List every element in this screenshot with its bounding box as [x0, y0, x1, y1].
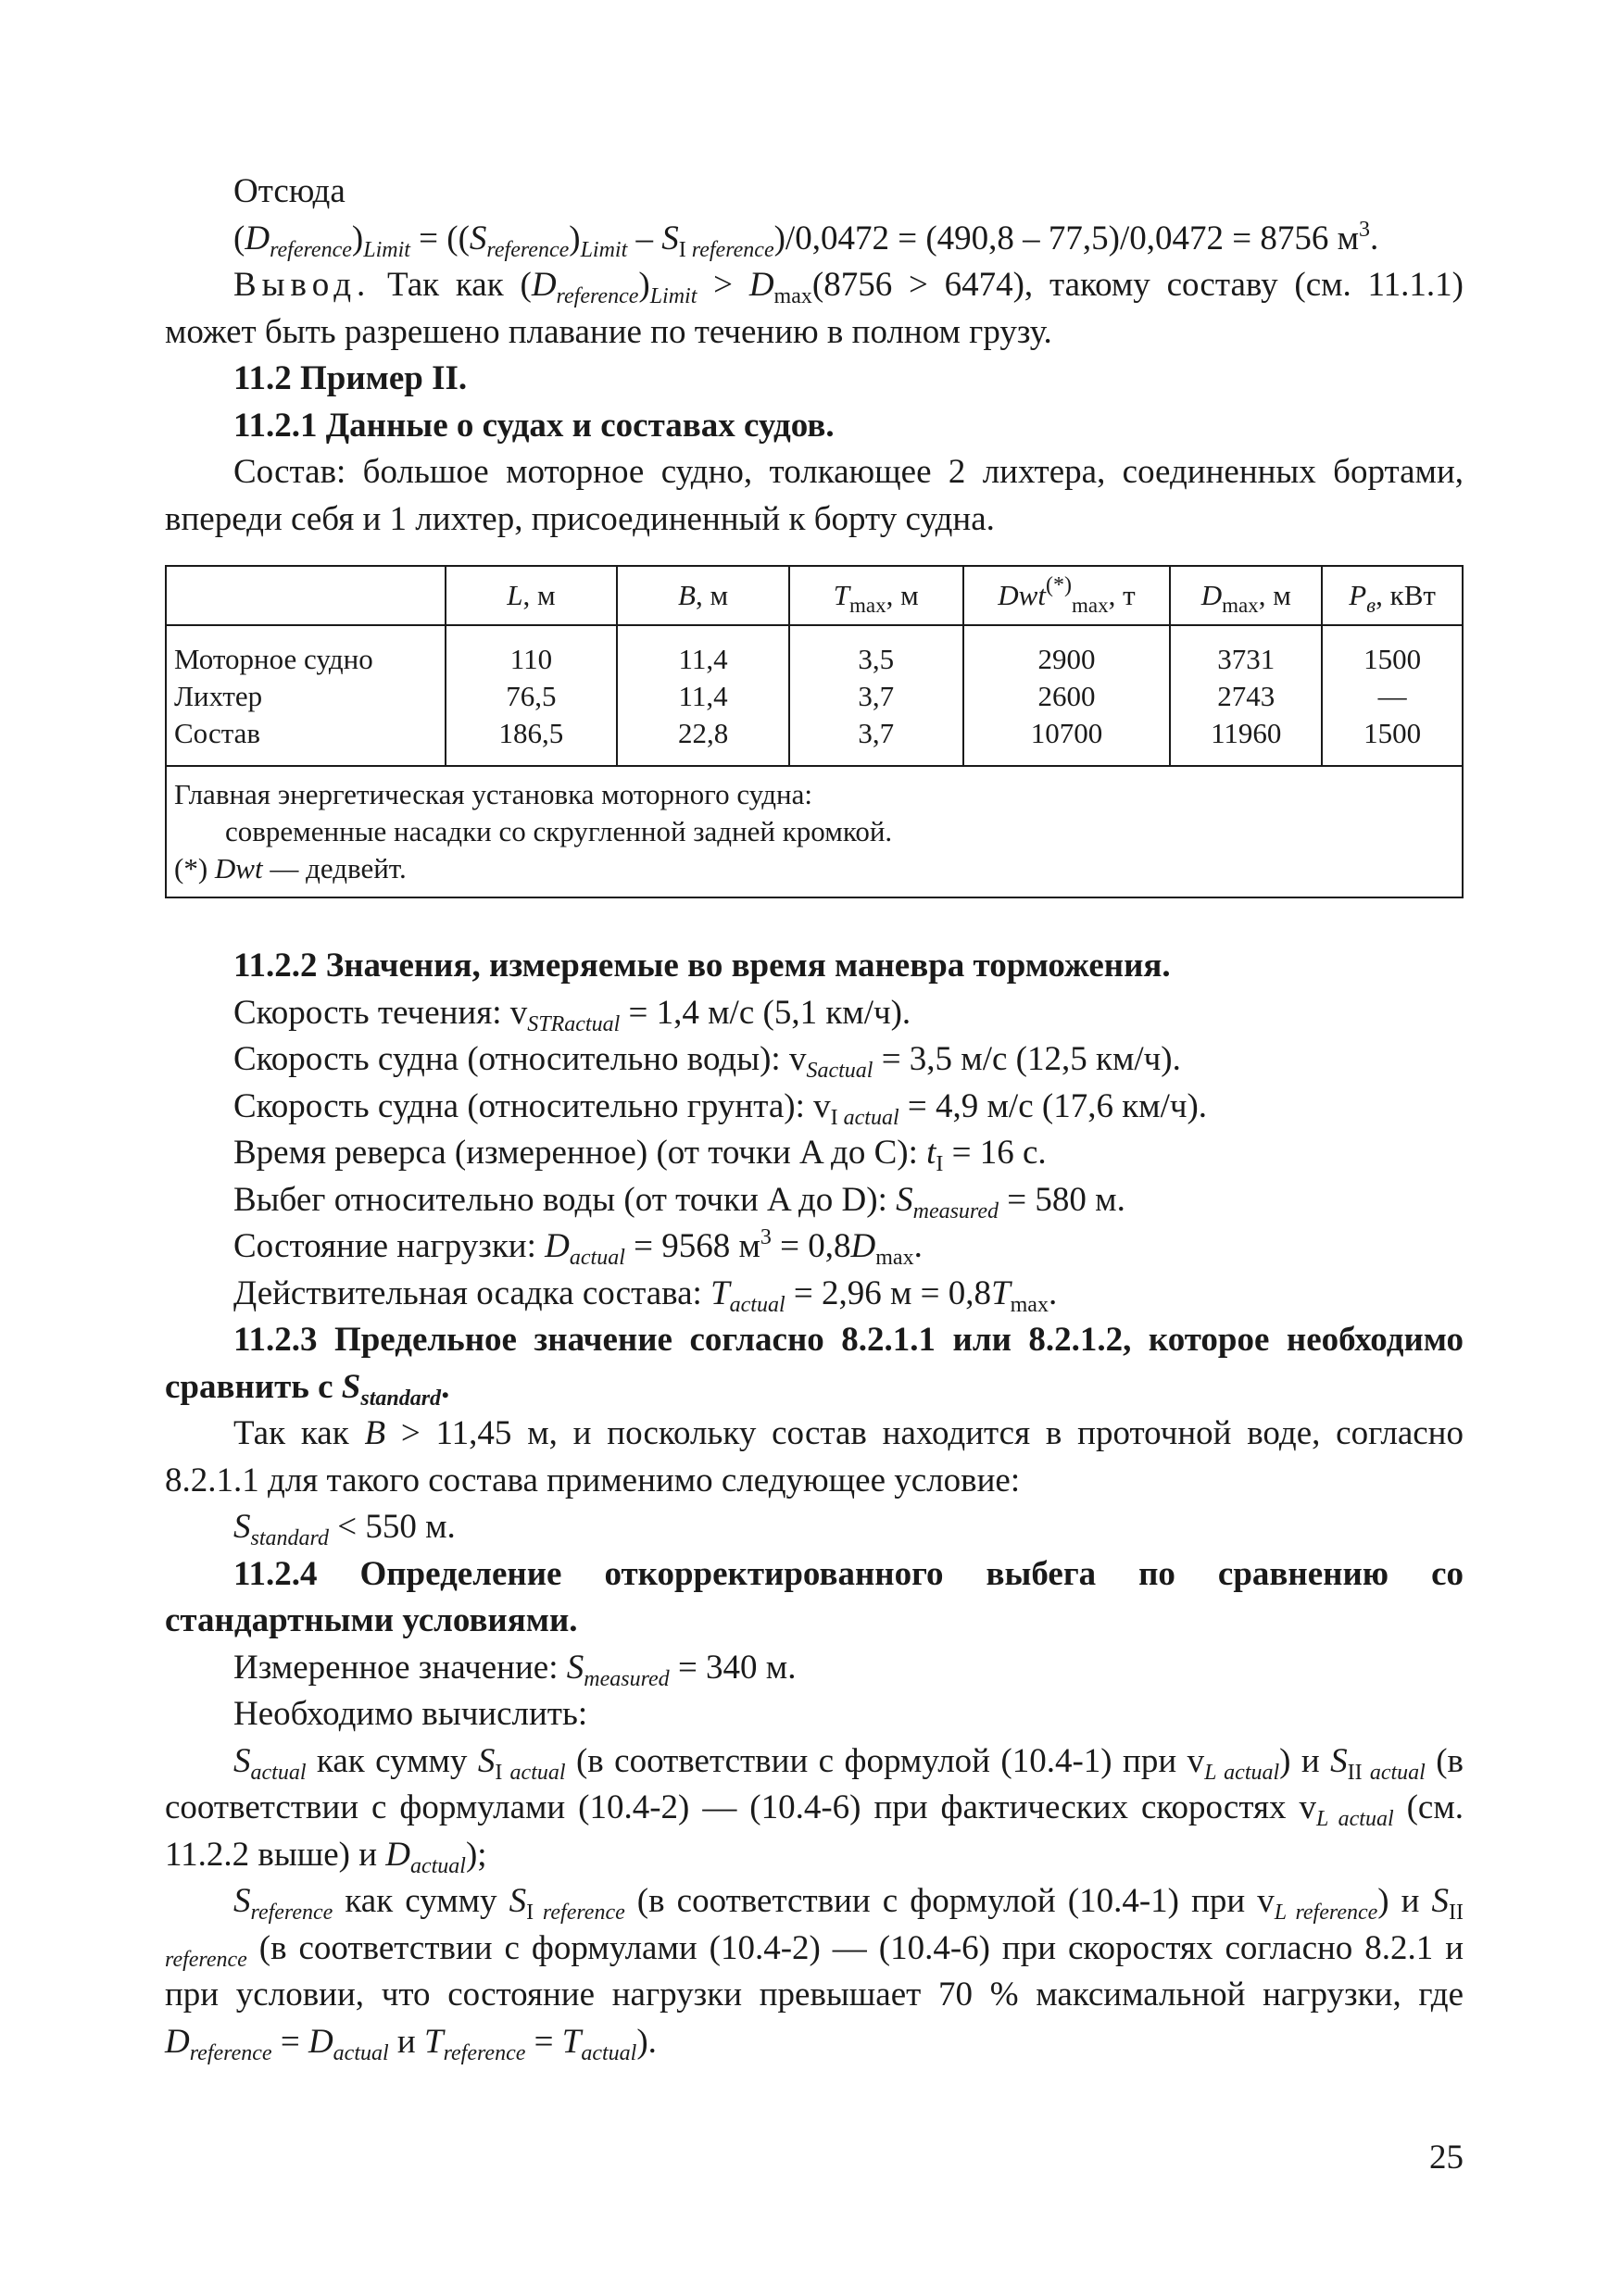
- paragraph-limit: Так как B > 11,45 м, и поскольку состав находится в проточной воде, согласно 8.2.1.1 для такого состава применимо следующее условие:: [165, 1414, 1464, 1499]
- ships-data-table: [165, 565, 1464, 898]
- paragraph-composition: Состав: большое моторное судно, толкающее 2 лихтера, соединенных бортами, впереди себя и 1 лихтер, присоединенный к борту судна.: [165, 453, 1464, 538]
- page-number: 25: [1429, 2139, 1464, 2177]
- table-header-row: [166, 566, 1463, 625]
- table-header-cell: B, м: [617, 566, 789, 625]
- heading-11-2-3: 11.2.3 Предельное значение согласно 8.2.1.1 или 8.2.1.2, которое необходимо сравнить с $S_{standard}$.: [165, 1321, 1464, 1411]
- paragraph-hence: Отсюда: [233, 172, 346, 210]
- table-header-cell: L, м: [446, 566, 618, 625]
- table-body-row: [166, 625, 1463, 766]
- formula-limit: $(D_{reference})_{Limit} = ((S_{reference})_{Limit} - S_{I reference})/0,0472 = (490,8 - 77,5)/0,0472 = 8756$ $м^3$.: [233, 217, 1379, 262]
- heading-11-2: 11.2 Пример II.: [233, 359, 468, 397]
- table-header-cell: $P_в$, кВт: [1322, 566, 1463, 625]
- table-header-cell: [166, 566, 446, 625]
- paragraph-conclusion: Вывод. Так как $(D_{reference})_{Limit} > D_{max}(8756 > 6474)$, такому составу (см. 11.1.1) может быть разрешено плавание по течению в полном грузу.: [165, 266, 1464, 351]
- line-runout: Выбег относительно воды (от точки A до D): $S_{measured} = 580$ м.: [233, 1180, 1125, 1223]
- heading-11-2-4: 11.2.4 Определение откорректированного выбега по сравнению со стандартными условиями.: [165, 1554, 1464, 1639]
- line-ship-speed-ground: Скорость судна (относительно грунта): $v_{I actual} = 4,9$ м/с (17,6 км/ч).: [233, 1086, 1208, 1130]
- table-cell: 11,4 11,4 22,8: [617, 625, 789, 766]
- table-cell: 2900 2600 10700: [963, 625, 1171, 766]
- document-page: [165, 169, 1464, 2065]
- line-current-speed: Скорость течения: $v_{STRactual} = 1,4$ м/с (5,1 км/ч).: [233, 993, 911, 1036]
- table-cell: 1500 — 1500: [1322, 625, 1463, 766]
- table-header-cell: $D_{max}$, м: [1170, 566, 1322, 625]
- line-reverse-time: Время реверса (измеренное) (от точки A до C): $t_I = 16$ с.: [233, 1134, 1047, 1176]
- table-cell: 110 76,5 186,5: [446, 625, 618, 766]
- table-notes-row: [166, 766, 1463, 897]
- line-need-calc: Необходимо вычислить:: [233, 1695, 588, 1733]
- line-limit-condition: $S_{standard} < 550$ м.: [233, 1508, 456, 1550]
- table-header-cell: Dwt(*)$_{max}$, т: [963, 566, 1171, 625]
- table-cell: 3,5 3,7 3,7: [789, 625, 963, 766]
- heading-11-2-2: 11.2.2 Значения, измеряемые во время маневра торможения.: [233, 947, 1171, 985]
- line-ship-speed-water: Скорость судна (относительно воды): $v_{Sactual} = 3,5$ м/с (12,5 км/ч).: [233, 1040, 1181, 1083]
- line-draft: Действительная осадка состава: $T_{actual} = 2,96$ $м = 0,8T_{max}$.: [233, 1273, 1058, 1317]
- paragraph-calc-actual: $S_{actual}$ как сумму $S_{I actual}$ (в соответствии с формулой (10.4-1) при $v_{L actual}$) и $S_{II actual}$ (в соответствии с формулами (10.4-2) — (10.4-6) при фактических скоростях $v_{L actual}$ (см. 11.2.2 выше) и $D_{actual}$);: [165, 1741, 1464, 1878]
- table-cell: 3731 2743 11960: [1170, 625, 1322, 766]
- table-notes: Главная энергетическая установка моторного судна: современные насадки со скругленной задней кромкой. (*) Dwt — дедвейт.: [166, 766, 1463, 897]
- line-load-state: Состояние нагрузки: $D_{actual} = 9568$ $м^3 = 0,8D_{max}$.: [233, 1225, 923, 1270]
- line-measured-value: Измеренное значение: $S_{measured} = 340$ м.: [233, 1648, 797, 1691]
- paragraph-calc-reference: $S_{reference}$ как сумму $S_{I reference}$ (в соответствии с формулой (10.4-1) при $v_{L reference}$) и $S_{II reference}$ (в соответствии с формулами (10.4-2) — (10.4-6) при скоростях согласно 8.2.1 и при условии, что состояние нагрузки превышает 70 % максимальной нагрузки, где $D_{reference} = D_{actual}$ и $T_{reference} = T_{actual}$).: [165, 1882, 1464, 2065]
- table-header-cell: $T_{max}$, м: [789, 566, 963, 625]
- table-cell: Моторное судно Лихтер Состав: [166, 625, 446, 766]
- heading-11-2-1: 11.2.1 Данные о судах и составах судов.: [233, 406, 835, 445]
